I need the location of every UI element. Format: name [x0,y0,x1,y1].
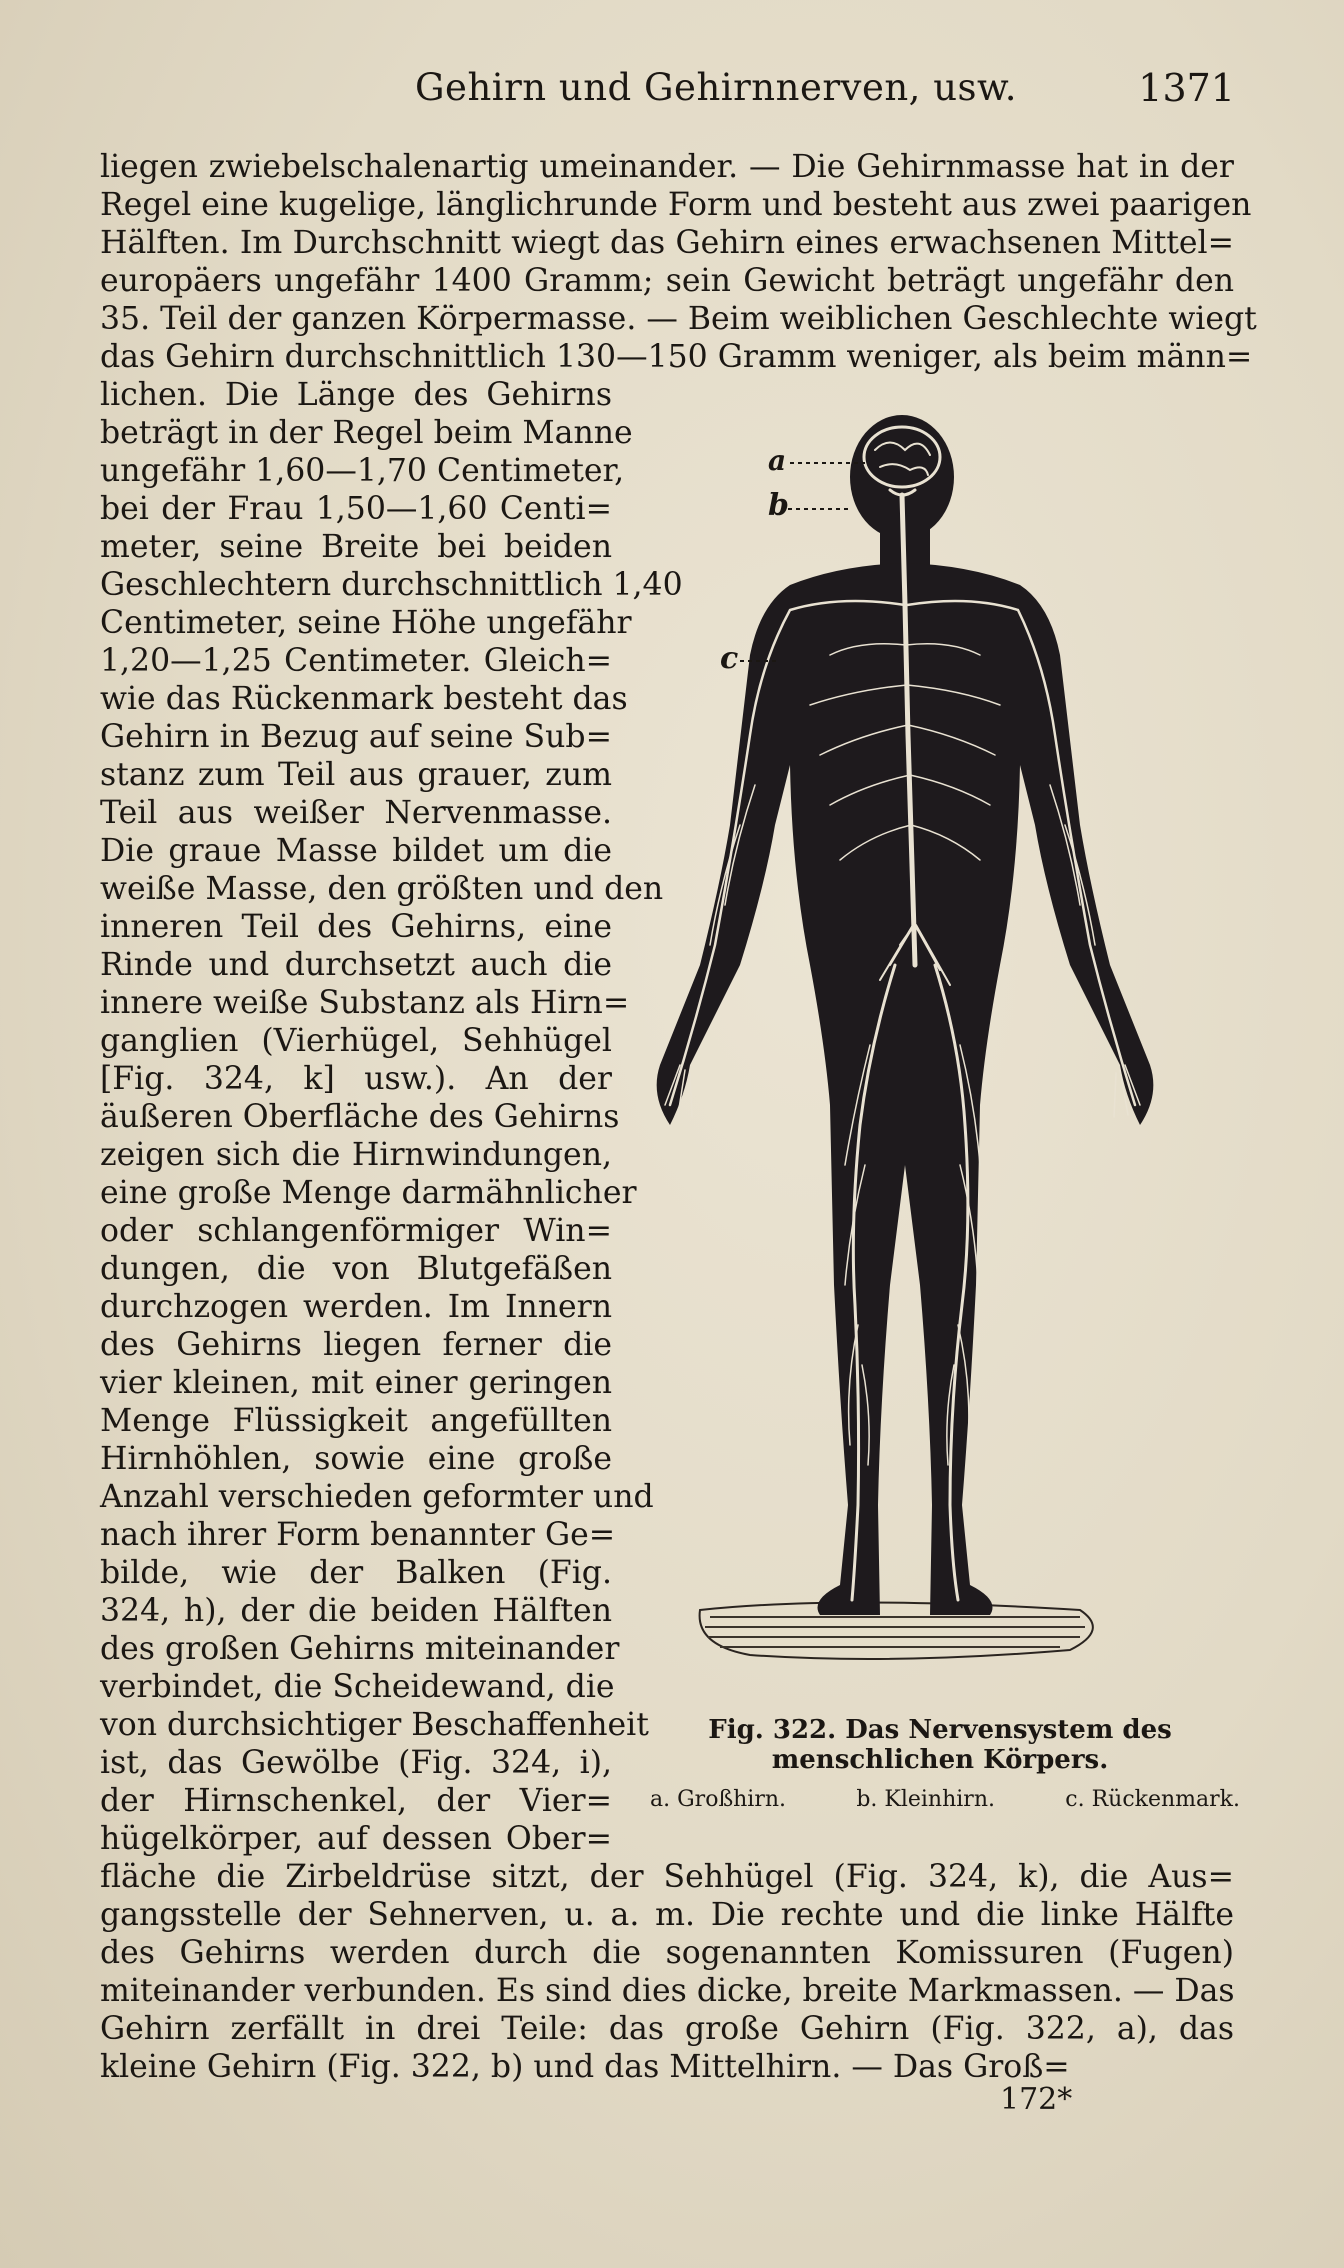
text-line: Hirnhöhlen, sowie eine große [100,1441,612,1477]
text-line: ungefähr 1,60—1,70 Centimeter, [100,453,625,489]
floor-shadow [700,1603,1093,1660]
page-header [95,58,1235,118]
text-line: 35. Teil der ganzen Körpermasse. — Beim weiblichen Geschlechte wiegt [100,301,1257,337]
text-line: durchzogen werden. Im Innern [100,1289,612,1325]
text-line: meter, seine Breite bei beiden [100,529,612,565]
text-line: Hälften. Im Durchschnitt wiegt das Gehirn eines erwachsenen Mittel= [100,225,1234,261]
text-line: stanz zum Teil aus grauer, zum [100,757,612,793]
text-line: der Hirnschenkel, der Vier= [100,1783,612,1819]
text-line: hügelkörper, auf dessen Ober= [100,1821,612,1857]
text-line: eine große Menge darmähnlicher [100,1175,637,1211]
marker-b: b [768,488,789,523]
text-line: oder schlangenförmiger Win= [100,1213,612,1249]
text-line: wie das Rückenmark besteht das [100,681,628,717]
text-line: bei der Frau 1,50—1,60 Centi= [100,491,612,527]
text-line: des Gehirns liegen ferner die [100,1327,612,1363]
text-line: Die graue Masse bildet um die [100,833,612,869]
text-line: innere weiße Substanz als Hirn= [100,985,630,1021]
figure-caption [640,1715,1240,1775]
legend-item-a: a. Großhirn. [650,1787,787,1812]
marker-c: c [720,641,739,676]
text-line: äußeren Oberfläche des Gehirns [100,1099,620,1135]
printer-signature: 172* [1000,2082,1073,2117]
nervous-system-figure [640,405,1240,1675]
text-line: 1,20—1,25 Centimeter. Gleich= [100,643,612,679]
text-line: ist, das Gewölbe (Fig. 324, i), [100,1745,612,1781]
legend-item-b: b. Kleinhirn. [856,1787,995,1812]
text-line: fläche die Zirbeldrüse sitzt, der Sehhügel (Fig. 324, k), die Aus= [100,1859,1234,1895]
marker-a: a [768,444,787,477]
caption-line: Fig. 322. Das Nervensystem des [708,1715,1172,1745]
text-line: [Fig. 324, k] usw.). An der [100,1061,612,1097]
text-line: ganglien (Vierhügel, Sehhügel [100,1023,612,1059]
page-number: 1371 [1138,66,1235,110]
text-line: Gehirn zerfällt in drei Teile: das große Gehirn (Fig. 322, a), das [100,2011,1234,2047]
text-line: 324, h), der die beiden Hälften [100,1593,612,1629]
text-line: Centimeter, seine Höhe ungefähr [100,605,632,641]
text-line: bilde, wie der Balken (Fig. [100,1555,612,1591]
text-line: Anzahl verschieden geformter und [100,1479,654,1515]
text-line: Rinde und durchsetzt auch die [100,947,612,983]
text-line: des großen Gehirns miteinander [100,1631,620,1667]
text-line: kleine Gehirn (Fig. 322, b) und das Mittelhirn. — Das Groß= [100,2049,1070,2085]
text-line: Gehirn in Bezug auf seine Sub= [100,719,612,755]
text-line: verbindet, die Scheidewand, die [100,1669,615,1705]
text-line: inneren Teil des Gehirns, eine [100,909,612,945]
text-line: europäers ungefähr 1400 Gramm; sein Gewicht beträgt ungefähr den [100,263,1234,299]
text-line: Teil aus weißer Nervenmasse. [100,795,612,831]
text-line: zeigen sich die Hirnwindungen, [100,1137,612,1173]
text-line: beträgt in der Regel beim Manne [100,415,633,451]
text-line: vier kleinen, mit einer geringen [100,1365,612,1401]
text-line: miteinander verbunden. Es sind dies dicke, breite Markmassen. — Das [100,1973,1235,2009]
text-line: des Gehirns werden durch die sogenannten Komissuren (Fugen) [100,1935,1234,1971]
text-line: von durchsichtiger Beschaffenheit [100,1707,649,1743]
legend-item-c: c. Rückenmark. [1065,1787,1240,1812]
text-line: gangsstelle der Sehnerven, u. a. m. Die rechte und die linke Hälfte [100,1897,1234,1933]
text-line: Regel eine kugelige, länglichrunde Form und besteht aus zwei paarigen [100,187,1252,223]
text-line: liegen zwiebelschalenartig umeinander. — Die Gehirnmasse hat in der [100,149,1234,185]
text-line: das Gehirn durchschnittlich 130—150 Gramm weniger, als beim männ= [100,339,1253,375]
text-line: lichen. Die Länge des Gehirns [100,377,612,413]
text-line: dungen, die von Blutgefäßen [100,1251,612,1287]
figure-legend [650,1787,1240,1821]
text-line: weiße Masse, den größten und den [100,871,664,907]
text-line: nach ihrer Form benannter Ge= [100,1517,616,1553]
text-line: Geschlechtern durchschnittlich 1,40 [100,567,683,603]
running-head: Gehirn und Gehirnnerven, usw. [415,66,1018,109]
text-line: Menge Flüssigkeit angefüllten [100,1403,612,1439]
caption-line: menschlichen Körpers. [771,1745,1109,1775]
human-body-illustration [640,405,1240,1675]
